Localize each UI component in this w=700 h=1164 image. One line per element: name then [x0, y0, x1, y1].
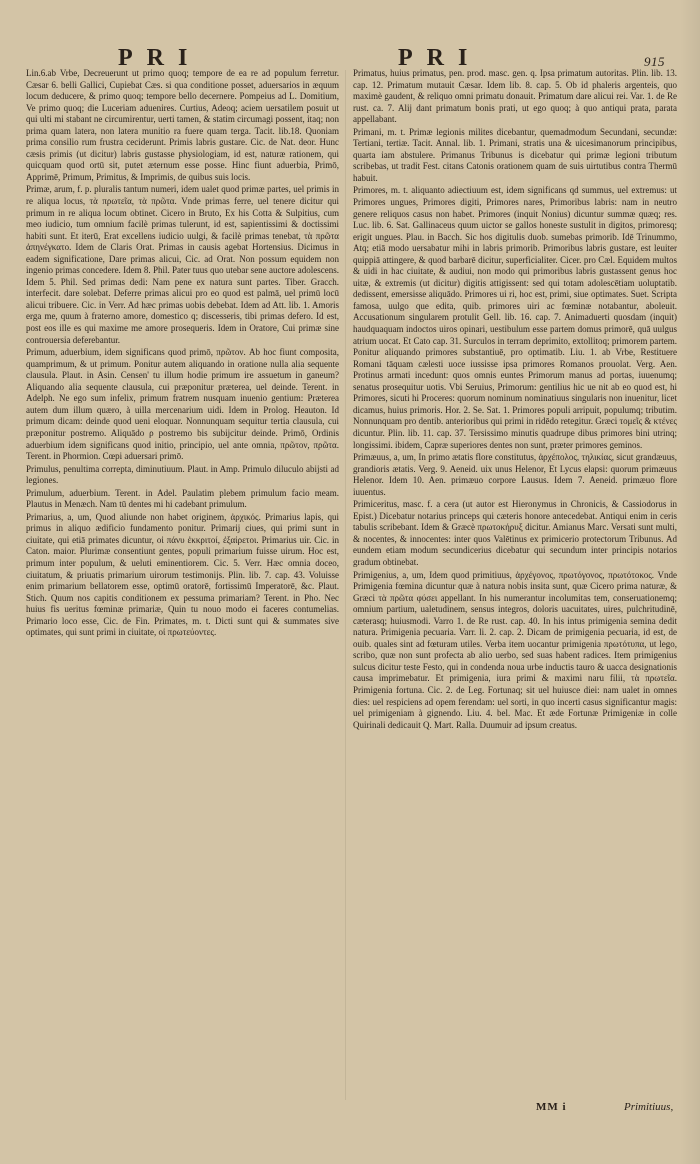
entry-primigenius: Primigenius, a, um, Idem quod primitiuus, ἀρχέγονος, πρωτόγονος, πρωτότοκος. Vnde Primigenia fœmina dicuntur quæ à natura nobis insita sunt, quæ Cicero prima naturæ, & Græci τὰ πρῶτα φύσει appellant. In his numerantur incolumitas tem, conseruationemq; omnium partium, ualetudinem, sensus integros, doloris uacuitates, uires, pulchritudinē, cæterasq; huiusmodi. Varro 1. de Re rust. cap. 40. In his intus primigenia semina dedit natura. Primigenia pecuaria. Varr. li. 2. cap. 2. Dicam de primigenia pecuaria, id est, de ouib. quales sint ad fœturam utiles. Verba item uocantur primigenia πρωτότυπα, ut lego, scribo, quæ non sunt profecta ab alio uerbo, sed suas habent radices. Item primigenius sulcus dicitur teste Festo, qui in condenda noua urbe inductis tauro & uacca designationis causa imprimebatur. Et primigenia, iura primi & maximi naru filii, τὰ πρωτεῖα. Primigenia fortuna. Cic. 2. de Leg. Fortunaq; sit uel huiusce diei: nam ualet in omnes dies: uel respiciens ad opem ferendam: uel sorti, in quo incerti casus significantur magis: uel primigeniam à gignendo. Liu. 4. bel. Mac. Et æde Fortunæ Primigeniæ in colle Quirinali dedicauit Q. Mart. Ralla. Duumuir ad ipsum creatus.	[353, 569, 677, 730]
catchword: Primitiuus,	[624, 1101, 674, 1113]
entry-primae: Primæ, arum, f. p. pluralis tantum numeri, idem ualet quod primæ partes, uel primis in re aliqua locus, τὰ πρωτεῖα, τὰ πρῶτα. Vnde primas ferre, uel tenere dicitur qui primum in re aliqua locum obtinet. Cicero in Bruto, Ex his Cotta & Sulpitius, cum meo iudicio, tum omnium facilè primas tulerunt, id est, sapientissimi & doctissimi habiti sunt. Et iterū, Erat excellens iudicio uulgi, & facilè primas tenebat, τὰ πρῶτα ἀπηνέγκατο. Idem de Claris Orat. Primas in causis agebat Hortensius. Dicimus in eadem significatione, Dare primas alicui, Cic. ad Orat. Non possum equidem non ingenio primas concedere. Idem 8. Phil. Pater tuus quo utebar sene auctore adolescens. Idem 5. Phil. Sed primas dedi: Nam pene ex natura sunt partes. Tiber. Gracch. interfecit. dare solebat. Deferre primas alicui pro eo quod est palmā, uel primū locū alicui tribuere. Cic. in Verr. Ad hæc primas uobis debebat. Idem ad Att. lib. 1. Amoris erga me, quum à fraterno amore, domestico q; discesseris, tibi primas defero. Id est, post eos ille es qui maxime me amore prosequeris. Idem in Oratore, Cui primæ sine controuersia deferebantur.	[26, 184, 339, 345]
entry-primus-tail: Lin.6.ab Vrbe, Decreuerunt ut primo quoq; tempore de ea re ad populum ferretur. Cæsar 6. belli Gallici, Cupiebat Cæs. si qua conditione posset, aduersarios in æquum locum deducere, & primo quoq; tempore bello decernere. Pompeius ad L. Domitium, Ve primo quoq; die Luceriam aduenires. Curtius, Adeoq; aciem uersatilem posuit ut qui ulti mi stabant ne circumirentur, uerti tamen, & statim circumagi possent, itaq; non prima quam latera, non latera munitio ra fuere quam terga. Tacit. lib.18. Quoniam prima consilio rum frustra ceciderunt. Primis labris gustare. Cic. de Nat. deor. Hunc cæsis primis (ut dicitur) labris gustasse physiologiam, id est, naturæ rationem, qui quicquam quod ortū sit, putet æternum esse posse. Hinc fiunt aduerbia, Primō, Apprimē, Primum, Primitus, & Imprimis, de quibus suis locis.	[26, 68, 339, 182]
entry-primulus: Primulus, penultima correpta, diminutiuum. Plaut. in Amp. Primulo diluculo abijsti ad legiones.	[26, 463, 339, 486]
left-column	[26, 68, 339, 1098]
entry-primiceritus: Primiceritus, masc. f. a cera (ut autor est Hieronymus in Chronicis, & Cassiodorus in Epist.) Dicebatur notarius princeps qui cæteris honore antecedebat. Antiqui enim in ceris tabulis scribebant. Idem & Græcè πρωτοκήρυξ dicitur. Amianus Marc. Versati sunt multi, & nocentes, & innocentes: inter quos Valētinus ex primicerio protectorum Tribunus. Ad eundem etiam modum secundicerius dicebatur qui secundum inter principis notarios gradum obtinebat.	[353, 499, 677, 567]
column-divider	[345, 70, 346, 1100]
entry-primatus: Primatus, huius primatus, pen. prod. masc. gen. q. Ipsa primatum autoritas. Plin. lib. 13. cap. 12. Primatum mutauit Cæsar. Idem lib. 8. cap. 5. Ob id phaleris argenteis, quo maximè gaudent, & reliquo omni primatu donauit. Primatum dare alicui rei. Var. 1. de Re rust. ca. 7. Alij dant primatum bonis prati, ut ego quoq; à quo antiqui prata, parata appellabant.	[353, 68, 677, 125]
page-footer	[0, 1100, 700, 1114]
entry-primaeuus: Primæuus, a, um, In primo ætatis flore constitutus, ἀρχέπολος, τηλικίας, sicut grandæuus, grandioris ætatis. Verg. 9. Aeneid. uix unus Helenor, Et Lycus elapsi: quorum primæuus Helenor. Idem 10. Aen. primæuo corpore Lausus. Idem 7. Aeneid. primæuo flore iuuentus.	[353, 452, 677, 497]
running-head-right: PRI	[398, 45, 482, 71]
entry-primum: Primum, aduerbium, idem significans quod primō, πρῶτον. Ab hoc fiunt composita, quamprimum, & ut primum. Ponitur autem aliquando in oratione nulla alia sequente clausula. Plaut. in Asin. Censen' tu illum hodie primum ire assuetum in ganeum? Aliquando alia sequente clausula, cui præponitur præterea, uel deinde. Terent. in Adelph. Ne ego sum infelix, primum fratrem nusquam inuenio gentium: Præterea autem dum illum quæro, à uilla mercenarium uidi. Idem in Prolog. Heauton. Id primum dicam: deinde quod ueni eloquar. Nonnunquam sequitur tertia clausula, cui præponitur postremo. Aliquādo ρ postremo bis subijcitur deinde. Primō, Ordinis aduerbium idem significans quod initio, principio, uel ante omnia, πρῶτον, πρῶτα. Terent. in Phormion. Cœpi aduersari primō.	[26, 347, 339, 462]
entry-primores: Primores, m. t. aliquanto adiectiuum est, idem significans qd summus, uel extremus: ut Primores ungues, Primores digiti, Primores nares, Primoribus labris: nam in neutro genere reliquos casus non habet. Primores (inquit Nonius) dicuntur summæ quæq; res. Luc. lib. 6. Sat. Gallinaceus quum uictor se gallos honeste sustulit in digitos, primoresq; erigit ungues. Plau. in Bacch. Sic hos digitulis duob. sumebas primorib. Idē Trinummo, Atq; etiā modo uersabatur mihi in labris primorib. Primoribus labris gustare, est leuiter quippiā attingere, & quod barbarē dicitur, superficialiter. Cicer. pro Cæl. Equidem multos & uidi in hac ciuitate, & audiui, non modo qui primoribus labris gustassent genus hoc uitæ, & extremis (ut dicitur) digitis attigissent: sed qui totam adolescētiam uoluptatib. dedissent, emersisse aliquādo. Primores ui ri, hoc est, primi, siue optimates. Suet. Scripta famosa, uulgo que edita, quib. primores uiri ac fœminæ notabantur, aboleuit. Accusationum singularem protulit Gell. lib. 16. cap. 7. Animaduerti quosdam (inquit) haudquaquam indoctos uiros opinari, uestibulum esse partem domus primorē, quā uulgus atrium uocat. Et Cato cap. 31. Surculos in terram deprimito, extollitoq; primorem partem. Ponitur aliquando primores substantiuē, pro optimatib. Liu. 1. ab Vrbe, Restituere Romani tāquam cælesti uoce iussisse ipsa primores Romanos prouolat. Verg. Aen. Protinus armati incedunt: quos omnis euntes Primorum manus ad portas, iuuenumq; senatus prosequitur uotis. Vbi Seruius, Primorum: gentilius hic ue nit ab eo quod est, hi Primores, sicuti hi Proceres: quorum nominum nominatiuus singularis non inuenitur, licet dicamus, huius primoris. Hor. 2. Se. Sat. 1. Primores populi arripuit, populumq; tributim. Nonnunquam pro dentib. anterioribus qui primi in ridēdo retegitur. Græci τομεῖς & κτένες dicuntur. Plin. lib. 11. cap. 37. Tersissimo minutis quadrupe dibus primores bini utrinq; longissimi. ibidem, Capræ superiores dentes non sunt, præter primores geminos.	[353, 185, 677, 450]
entry-primarius: Primarius, a, um, Quod aliunde non habet originem, ἀρχικός. Primarius lapis, qui primus in aliquo ædificio fundamento ponitur. Primarij ciues, qui primi sunt in ciuitate, qui etiā primates dicuntur, οἱ πάνυ ἐκκριτοί, ἐξαίρετοι. Primarius uir. Cic. in Caton. maior. Plurimæ consentiunt gentes, populi primarium fuisse uirum. Hoc est, primum inter populum, & ueluti eminentiorem. Cic. 5. Verr. Hæc omnia doceo, ciuitatum, & priuatis primarium uirorum testimonijs. Plin. lib. 7. cap. 43. Voluisse enim primarium bellatorem esse, optimū oratorē, fortissimū Imperatorē, &c. Plaut. Stich. Quum nos capitis conditionem ex pessuma primariam? Terent. in Pho. Nec huius fis ueritus fœminæ primariæ, Quin tu nouo modo ei faceres contumelias. Primario loco esse, Cic. de Fin. Primates, m. t. Dicti sunt qui & summates sive optimates, qui sunt primi in ciuitate, οἱ πρωτεύοντες.	[26, 511, 339, 638]
signature-mark: MM i	[536, 1101, 567, 1113]
entry-primani: Primani, m. t. Primæ legionis milites dicebantur, quemadmodum Secundani, secundæ: Tertiani, tertiæ. Tacit. Annal. lib. 1. Primani, stratis una & uicesimanorum principibus, quarta iam abstulere. Primanus Tribunus is dicebatur qui primæ legioni tributum scribebas, ut tradit Fest. citans Catonis orationem quam de suis uirtutibus contra Thermū habuit.	[353, 126, 677, 183]
right-column	[353, 68, 677, 1100]
running-head-left: PRI	[118, 45, 202, 71]
entry-primulum: Primulum, aduerbium. Terent. in Adel. Paulatim plebem primulum facio meam. Plautus in Menæch. Nam tū dentes mi hi cadebant primulum.	[26, 487, 339, 510]
page-number: 915	[644, 54, 665, 69]
page-edge-shading	[680, 0, 700, 1164]
